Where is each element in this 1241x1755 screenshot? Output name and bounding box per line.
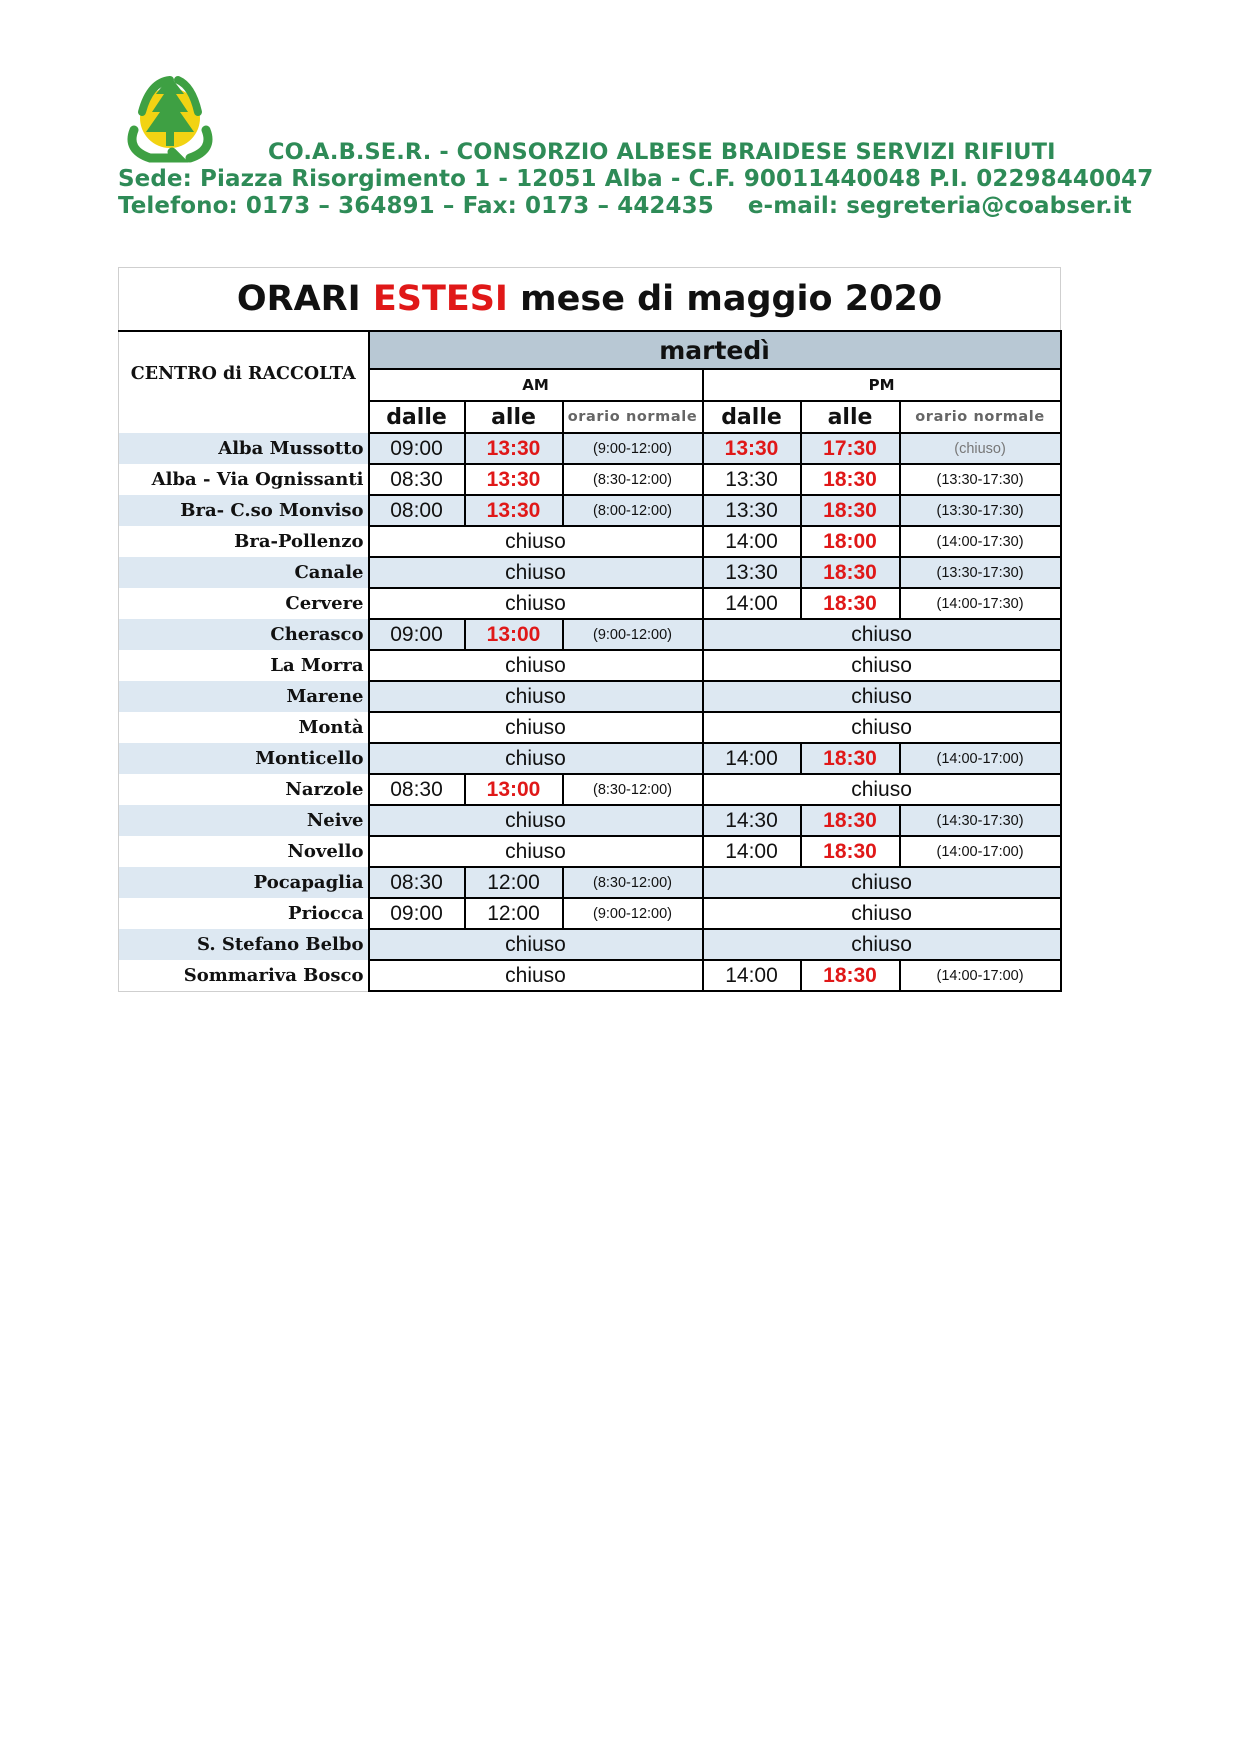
schedule-table — [118, 267, 1062, 992]
table-row — [119, 650, 1061, 681]
am-from: 09:00 — [369, 433, 465, 464]
am-to-header: alle — [465, 401, 563, 433]
site-name: Alba - Via Ognissanti — [119, 464, 369, 495]
pm-to: 18:30 — [801, 743, 900, 774]
am-from: 08:30 — [369, 867, 465, 898]
am-normal: (9:00-12:00) — [563, 433, 703, 464]
pm-closed: chiuso — [703, 619, 1061, 650]
pm-closed: chiuso — [703, 650, 1061, 681]
site-name: Montà — [119, 712, 369, 743]
am-closed: chiuso — [369, 960, 703, 991]
am-from: 08:30 — [369, 464, 465, 495]
header-phone-fax: Telefono: 0173 – 364891 – Fax: 0173 – 442435 — [118, 193, 714, 219]
am-to: 13:00 — [465, 774, 563, 805]
table-row — [119, 712, 1061, 743]
pm-normal: (14:00-17:00) — [900, 743, 1061, 774]
pm-closed: chiuso — [703, 681, 1061, 712]
am-from: 08:00 — [369, 495, 465, 526]
am-to: 13:30 — [465, 433, 563, 464]
pm-from: 14:00 — [703, 960, 801, 991]
am-normal: (8:30-12:00) — [563, 464, 703, 495]
site-name: Novello — [119, 836, 369, 867]
table-row — [119, 557, 1061, 588]
pm-to: 18:30 — [801, 588, 900, 619]
table-row — [119, 464, 1061, 495]
site-name: Bra- C.so Monviso — [119, 495, 369, 526]
am-normal: (8:30-12:00) — [563, 774, 703, 805]
pm-from: 14:00 — [703, 836, 801, 867]
pm-normal: (14:00-17:00) — [900, 960, 1061, 991]
pm-to: 18:30 — [801, 495, 900, 526]
site-name: Narzole — [119, 774, 369, 805]
table-row — [119, 805, 1061, 836]
page-title: ORARI ESTESI mese di maggio 2020 — [119, 268, 1061, 332]
am-closed: chiuso — [369, 929, 703, 960]
table-row — [119, 836, 1061, 867]
pm-normal: (14:00-17:30) — [900, 588, 1061, 619]
pm-closed: chiuso — [703, 898, 1061, 929]
table-row — [119, 774, 1061, 805]
site-name: Bra-Pollenzo — [119, 526, 369, 557]
site-name: Cherasco — [119, 619, 369, 650]
pm-to: 17:30 — [801, 433, 900, 464]
table-row — [119, 526, 1061, 557]
pm-to: 18:30 — [801, 960, 900, 991]
pm-normal: (chiuso) — [900, 433, 1061, 464]
site-name: Monticello — [119, 743, 369, 774]
header-email[interactable]: e-mail: segreteria@coabser.it — [747, 193, 1132, 219]
pm-normal: (13:30-17:30) — [900, 557, 1061, 588]
am-from: 09:00 — [369, 619, 465, 650]
am-to: 13:30 — [465, 464, 563, 495]
am-to: 13:00 — [465, 619, 563, 650]
table-row — [119, 433, 1061, 464]
am-closed: chiuso — [369, 836, 703, 867]
pm-to: 18:30 — [801, 464, 900, 495]
am-from: 08:30 — [369, 774, 465, 805]
schedule-rows — [119, 433, 1061, 991]
pm-closed: chiuso — [703, 712, 1061, 743]
am-closed: chiuso — [369, 681, 703, 712]
am-normal-header: orario normale — [563, 401, 703, 433]
pm-normal: (13:30-17:30) — [900, 495, 1061, 526]
am-closed: chiuso — [369, 526, 703, 557]
header-contacts — [118, 193, 1132, 219]
pm-normal-header: orario normale — [900, 401, 1061, 433]
pm-from: 14:00 — [703, 526, 801, 557]
am-to: 13:30 — [465, 495, 563, 526]
am-closed: chiuso — [369, 712, 703, 743]
pm-from: 13:30 — [703, 464, 801, 495]
pm-from: 13:30 — [703, 557, 801, 588]
centro-header: CENTRO di RACCOLTA — [119, 331, 369, 433]
table-row — [119, 929, 1061, 960]
pm-header: PM — [703, 369, 1061, 401]
table-row — [119, 495, 1061, 526]
am-normal: (8:00-12:00) — [563, 495, 703, 526]
table-row — [119, 960, 1061, 991]
pm-from: 14:00 — [703, 588, 801, 619]
pm-normal: (14:00-17:30) — [900, 526, 1061, 557]
table-row — [119, 681, 1061, 712]
table-row — [119, 867, 1061, 898]
pm-from-header: dalle — [703, 401, 801, 433]
header-address: Sede: Piazza Risorgimento 1 - 12051 Alba - C.F. 90011440048 P.I. 02298440047 — [118, 166, 1154, 192]
am-closed: chiuso — [369, 805, 703, 836]
am-closed: chiuso — [369, 743, 703, 774]
pm-to: 18:00 — [801, 526, 900, 557]
am-header: AM — [369, 369, 703, 401]
pm-normal: (14:00-17:00) — [900, 836, 1061, 867]
am-normal: (9:00-12:00) — [563, 619, 703, 650]
pm-normal: (14:30-17:30) — [900, 805, 1061, 836]
pm-to: 18:30 — [801, 805, 900, 836]
pm-from: 13:30 — [703, 433, 801, 464]
am-closed: chiuso — [369, 557, 703, 588]
pm-to-header: alle — [801, 401, 900, 433]
site-name: Priocca — [119, 898, 369, 929]
pm-from: 13:30 — [703, 495, 801, 526]
site-name: S. Stefano Belbo — [119, 929, 369, 960]
site-name: Pocapaglia — [119, 867, 369, 898]
am-normal: (9:00-12:00) — [563, 898, 703, 929]
table-row — [119, 898, 1061, 929]
day-header: martedì — [369, 331, 1061, 369]
site-name: Marene — [119, 681, 369, 712]
site-name: La Morra — [119, 650, 369, 681]
pm-closed: chiuso — [703, 929, 1061, 960]
site-name: Alba Mussotto — [119, 433, 369, 464]
title-accent: ESTESI — [372, 279, 508, 319]
pm-closed: chiuso — [703, 867, 1061, 898]
pm-to: 18:30 — [801, 557, 900, 588]
site-name: Neive — [119, 805, 369, 836]
site-name: Canale — [119, 557, 369, 588]
am-from: 09:00 — [369, 898, 465, 929]
pm-from: 14:00 — [703, 743, 801, 774]
site-name: Cervere — [119, 588, 369, 619]
site-name: Sommariva Bosco — [119, 960, 369, 991]
am-closed: chiuso — [369, 650, 703, 681]
am-to: 12:00 — [465, 898, 563, 929]
header-company-name: CO.A.B.SE.R. - CONSORZIO ALBESE BRAIDESE SERVIZI RIFIUTI — [268, 139, 1056, 165]
pm-to: 18:30 — [801, 836, 900, 867]
am-normal: (8:30-12:00) — [563, 867, 703, 898]
pm-normal: (13:30-17:30) — [900, 464, 1061, 495]
am-from-header: dalle — [369, 401, 465, 433]
table-row — [119, 743, 1061, 774]
am-to: 12:00 — [465, 867, 563, 898]
table-row — [119, 588, 1061, 619]
pm-closed: chiuso — [703, 774, 1061, 805]
am-closed: chiuso — [369, 588, 703, 619]
recycling-tree-logo — [120, 72, 220, 164]
pm-from: 14:30 — [703, 805, 801, 836]
table-row — [119, 619, 1061, 650]
